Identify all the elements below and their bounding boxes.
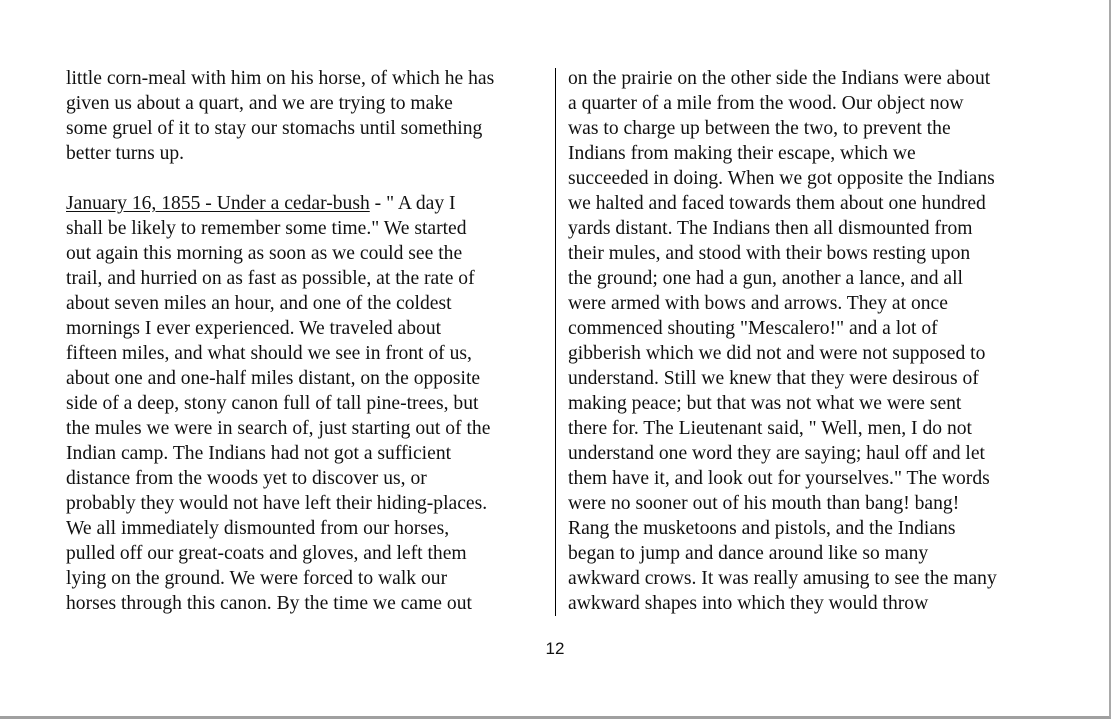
dateline-continuation: - " A day I [369,193,456,214]
text-line: Indian camp. The Indians had not got a sufficient [66,443,452,464]
text-line: understand one word they are saying; haul off and let [568,443,985,464]
text-line: understand. Still we knew that they were desirous of [568,368,979,389]
text-line: a quarter of a mile from the wood. Our object now [568,93,964,114]
text-line: trail, and hurried on as fast as possible, at the rate of [66,268,475,289]
text-line: out again this morning as soon as we could see the [66,243,463,264]
text-line: about seven miles an hour, and one of the coldest [66,293,452,314]
text-line: there for. The Lieutenant said, " Well, men, I do not [568,418,972,439]
text-line: the mules we were in search of, just starting out of the [66,418,491,439]
paragraph-gap [66,166,542,191]
text-line: little corn-meal with him on his horse, of which he has [66,68,495,89]
text-line: succeeded in doing. When we got opposite the Indians [568,168,995,189]
text-line: on the prairie on the other side the Indians were about [568,68,991,89]
text-line: side of a deep, stony canon full of tall pine-trees, but [66,393,479,414]
text-line: some gruel of it to stay our stomachs until something [66,118,483,139]
text-line: yards distant. The Indians then all dismounted from [568,218,973,239]
text-line: making peace; but that was not what we were sent [568,393,962,414]
dateline-row [66,191,542,216]
text-line: lying on the ground. We were forced to walk our [66,568,448,589]
text-line: commenced shouting "Mescalero!" and a lot of [568,318,938,339]
text-line: distance from the woods yet to discover us, or [66,468,427,489]
right-text-column [568,66,1048,616]
text-line: fifteen miles, and what should we see in front of us, [66,343,472,364]
text-line: we halted and faced towards them about one hundred [568,193,986,214]
page-number: 12 [545,639,565,658]
entry-dateline: January 16, 1855 - Under a cedar-bush [66,193,370,214]
text-line: shall be likely to remember some time." We started [66,218,467,239]
text-line: were armed with bows and arrows. They at once [568,293,948,314]
text-line: awkward crows. It was really amusing to see the many [568,568,997,589]
left-text-column [66,66,542,616]
text-line: probably they would not have left their hiding-places. [66,493,488,514]
text-line: began to jump and dance around like so many [568,543,929,564]
text-line: We all immediately dismounted from our horses, [66,518,450,539]
text-line: pulled off our great-coats and gloves, and left them [66,543,467,564]
text-line: Indians from making their escape, which we [568,143,916,164]
text-line: mornings I ever experienced. We traveled about [66,318,442,339]
text-line: them have it, and look out for yourselves." The words [568,468,990,489]
text-line: their mules, and stood with their bows resting upon [568,243,971,264]
text-line: better turns up. [66,143,185,164]
text-line: about one and one-half miles distant, on the opposite [66,368,481,389]
text-line: were no sooner out of his mouth than bang! bang! [568,493,960,514]
text-line: the ground; one had a gun, another a lance, and all [568,268,963,289]
text-line: was to charge up between the two, to prevent the [568,118,951,139]
text-line: gibberish which we did not and were not supposed to [568,343,986,364]
text-line: Rang the musketoons and pistols, and the Indians [568,518,956,539]
text-line: given us about a quart, and we are trying to make [66,93,453,114]
column-divider [555,68,556,616]
text-line: horses through this canon. By the time we came out [66,593,472,614]
text-line: awkward shapes into which they would throw [568,593,929,614]
